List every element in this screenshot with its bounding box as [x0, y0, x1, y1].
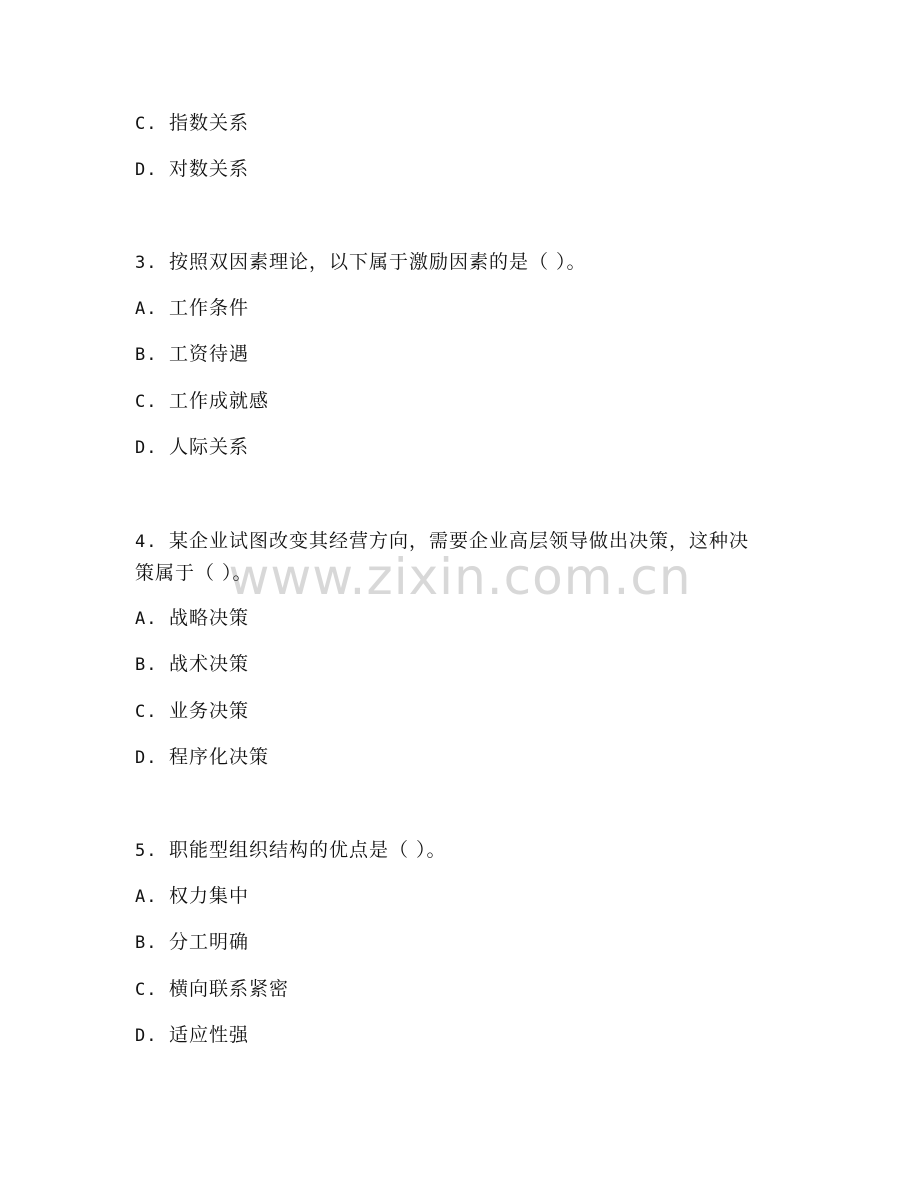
option-marker: B.: [135, 655, 158, 675]
option-text: 横向联系紧密: [169, 978, 290, 1000]
option-text: 工作成就感: [169, 390, 270, 412]
option-c: [135, 977, 289, 1002]
option-marker: C.: [135, 702, 158, 722]
option-marker: A.: [135, 609, 158, 629]
option-marker: D.: [135, 1026, 158, 1046]
watermark: www.zixin.com.cn: [228, 548, 692, 606]
option-text: 分工明确: [169, 931, 250, 953]
option-text: 工资待遇: [169, 343, 250, 365]
option-marker: C.: [135, 114, 158, 134]
option-b: [135, 930, 249, 955]
question-4: [135, 529, 749, 554]
option-text: 适应性强: [169, 1024, 250, 1046]
option-marker: D.: [135, 438, 158, 458]
option-d: [135, 157, 249, 182]
question-number: 4.: [135, 532, 158, 552]
question-4-continuation: [135, 561, 253, 585]
option-a: [135, 884, 249, 909]
question-number: 3.: [135, 253, 158, 273]
option-b: [135, 342, 249, 367]
question-3: [135, 250, 587, 275]
option-marker: A.: [135, 887, 158, 907]
option-c: [135, 111, 249, 136]
option-text: 业务决策: [169, 700, 250, 722]
option-text: 战略决策: [169, 607, 250, 629]
question-number: 5.: [135, 841, 158, 861]
option-text: 对数关系: [169, 158, 250, 180]
option-text: 工作条件: [169, 297, 250, 319]
option-c: [135, 389, 269, 414]
option-a: [135, 296, 249, 321]
option-d: [135, 435, 249, 460]
option-text: 指数关系: [169, 112, 250, 134]
question-text: 某企业试图改变其经营方向，需要企业高层领导做出决策，这种决: [169, 530, 750, 552]
option-c: [135, 699, 249, 724]
option-marker: C.: [135, 392, 158, 412]
option-marker: A.: [135, 299, 158, 319]
option-d: [135, 1023, 249, 1048]
option-marker: C.: [135, 980, 158, 1000]
option-a: [135, 606, 249, 631]
question-text: 按照双因素理论，以下属于激励因素的是（ ）。: [169, 251, 587, 273]
option-text: 权力集中: [169, 885, 250, 907]
option-marker: D.: [135, 748, 158, 768]
question-text: 职能型组织结构的优点是（ ）。: [169, 839, 447, 861]
option-b: [135, 652, 249, 677]
question-text: 策属于（ ）。: [135, 562, 253, 584]
option-marker: D.: [135, 160, 158, 180]
option-text: 人际关系: [169, 436, 250, 458]
option-text: 程序化决策: [169, 746, 270, 768]
option-marker: B.: [135, 933, 158, 953]
question-5: [135, 838, 447, 863]
option-marker: B.: [135, 345, 158, 365]
option-text: 战术决策: [169, 653, 250, 675]
option-d: [135, 745, 269, 770]
